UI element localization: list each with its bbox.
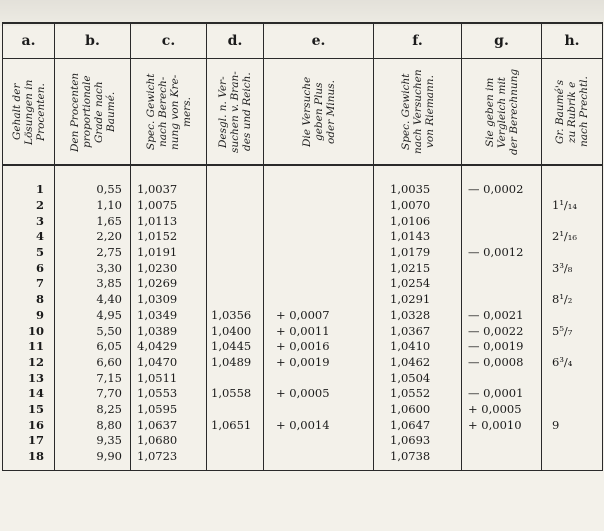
cell-a: 2	[3, 198, 55, 214]
column-heading: Spec. Gewicht nach Versuchen von Riemann.	[399, 69, 436, 154]
cell-c: 1,0113	[131, 213, 207, 229]
cell-d	[207, 276, 264, 292]
cell-h: 9	[542, 417, 603, 433]
cell-h: 2¹/₁₆	[542, 229, 603, 245]
cell-a: 1	[3, 182, 55, 198]
cell-c: 1,0723	[131, 449, 207, 465]
table-row	[3, 386, 603, 402]
cell-c: 1,0680	[131, 433, 207, 449]
table-row	[3, 245, 603, 261]
column-letter: c.	[131, 23, 207, 59]
cell-g: — 0,0012	[462, 245, 542, 261]
cell-f: 1,0647	[374, 417, 462, 433]
cell-d	[207, 182, 264, 198]
cell-c: 1,0389	[131, 323, 207, 339]
cell-e	[264, 276, 374, 292]
cell-a: 14	[3, 386, 55, 402]
column-letter: e.	[264, 23, 374, 59]
cell-a: 18	[3, 449, 55, 465]
table-row	[3, 370, 603, 386]
cell-e	[264, 433, 374, 449]
cell-c: 1,0511	[131, 370, 207, 386]
column-letter: b.	[55, 23, 131, 59]
cell-b: 8,25	[55, 402, 131, 418]
cell-h	[542, 402, 603, 418]
cell-g: — 0,0001	[462, 386, 542, 402]
cell-b: 7,70	[55, 386, 131, 402]
cell-f: 1,0035	[374, 182, 462, 198]
cell-a: 7	[3, 276, 55, 292]
cell-h	[542, 213, 603, 229]
column-heading: Gr. Baumé's zu Rubrik e nach Prechtl.	[554, 76, 590, 147]
cell-b: 9,35	[55, 433, 131, 449]
cell-b: 0,55	[55, 182, 131, 198]
cell-e	[264, 213, 374, 229]
cell-h: 5⁵/₇	[542, 323, 603, 339]
cell-c: 1,0037	[131, 182, 207, 198]
cell-b: 5,50	[55, 323, 131, 339]
cell-d	[207, 433, 264, 449]
cell-f: 1,0254	[374, 276, 462, 292]
cell-g	[462, 198, 542, 214]
cell-e: + 0,0019	[264, 355, 374, 371]
cell-f: 1,0462	[374, 355, 462, 371]
table-row	[3, 449, 603, 465]
cell-d	[207, 402, 264, 418]
cell-e: + 0,0007	[264, 308, 374, 324]
cell-f: 1,0070	[374, 198, 462, 214]
cell-h	[542, 386, 603, 402]
cell-b: 9,90	[55, 449, 131, 465]
cell-f: 1,0504	[374, 370, 462, 386]
table-row	[3, 417, 603, 433]
cell-b: 4,95	[55, 308, 131, 324]
cell-g: — 0,0002	[462, 182, 542, 198]
cell-f: 1,0367	[374, 323, 462, 339]
cell-f: 1,0106	[374, 213, 462, 229]
cell-d	[207, 449, 264, 465]
cell-a: 10	[3, 323, 55, 339]
column-heading: Spec. Gewicht nach Berech- nung von Kre- mers.	[144, 73, 193, 150]
column-letter: f.	[374, 23, 462, 59]
cell-c: 4,0429	[131, 339, 207, 355]
cell-d	[207, 245, 264, 261]
cell-g: — 0,0021	[462, 308, 542, 324]
column-heading: Gehalt der Lösungen in Procenten.	[10, 78, 47, 145]
cell-e	[264, 198, 374, 214]
table-row	[3, 213, 603, 229]
cell-g	[462, 370, 542, 386]
column-heading-row	[3, 59, 603, 166]
cell-f: 1,0328	[374, 308, 462, 324]
table-row	[3, 402, 603, 418]
cell-e	[264, 260, 374, 276]
cell-e: + 0,0014	[264, 417, 374, 433]
cell-c: 1,0470	[131, 355, 207, 371]
cell-b: 6,60	[55, 355, 131, 371]
cell-c: 1,0075	[131, 198, 207, 214]
cell-d: 1,0445	[207, 339, 264, 355]
cell-a: 5	[3, 245, 55, 261]
cell-a: 12	[3, 355, 55, 371]
cell-b: 4,40	[55, 292, 131, 308]
cell-f: 1,0143	[374, 229, 462, 245]
cell-d	[207, 370, 264, 386]
table-row	[3, 433, 603, 449]
cell-g: — 0,0019	[462, 339, 542, 355]
column-letter-row	[3, 23, 603, 59]
cell-e	[264, 229, 374, 245]
cell-f: 1,0410	[374, 339, 462, 355]
cell-h: 3³/₈	[542, 260, 603, 276]
column-letter: a.	[3, 23, 55, 59]
cell-d: 1,0651	[207, 417, 264, 433]
cell-a: 3	[3, 213, 55, 229]
cell-g	[462, 433, 542, 449]
column-heading: Sie geben im Vergleich mit der Berechnung	[483, 68, 520, 155]
cell-b: 1,10	[55, 198, 131, 214]
cell-c: 1,0152	[131, 229, 207, 245]
table-row	[3, 355, 603, 371]
column-letter: h.	[542, 23, 603, 59]
cell-a: 13	[3, 370, 55, 386]
cell-d	[207, 198, 264, 214]
cell-g: — 0,0022	[462, 323, 542, 339]
cell-b: 2,20	[55, 229, 131, 245]
table-row	[3, 323, 603, 339]
spacer-row	[3, 165, 603, 182]
cell-g	[462, 260, 542, 276]
cell-f: 1,0291	[374, 292, 462, 308]
cell-c: 1,0269	[131, 276, 207, 292]
cell-a: 6	[3, 260, 55, 276]
cell-d	[207, 229, 264, 245]
cell-c: 1,0553	[131, 386, 207, 402]
cell-g	[462, 229, 542, 245]
cell-g	[462, 449, 542, 465]
cell-e: + 0,0005	[264, 386, 374, 402]
cell-h	[542, 182, 603, 198]
column-heading: Desgl. n. Ver- suchen v. Bran- des und Reich.	[217, 70, 253, 153]
cell-g	[462, 276, 542, 292]
cell-d: 1,0356	[207, 308, 264, 324]
cell-h	[542, 276, 603, 292]
cell-c: 1,0230	[131, 260, 207, 276]
closing-row	[3, 464, 603, 471]
cell-f: 1,0600	[374, 402, 462, 418]
table-row	[3, 276, 603, 292]
table-row	[3, 198, 603, 214]
cell-h: 1¹/₁₄	[542, 198, 603, 214]
cell-g: — 0,0008	[462, 355, 542, 371]
cell-d: 1,0558	[207, 386, 264, 402]
cell-c: 1,0637	[131, 417, 207, 433]
cell-a: 15	[3, 402, 55, 418]
cell-e	[264, 182, 374, 198]
table-row	[3, 308, 603, 324]
table-row	[3, 229, 603, 245]
cell-d	[207, 213, 264, 229]
table-body	[3, 182, 603, 464]
table-row	[3, 260, 603, 276]
cell-g: + 0,0010	[462, 417, 542, 433]
cell-b: 6,05	[55, 339, 131, 355]
cell-c: 1,0349	[131, 308, 207, 324]
cell-f: 1,0179	[374, 245, 462, 261]
cell-c: 1,0309	[131, 292, 207, 308]
cell-h	[542, 370, 603, 386]
cell-b: 7,15	[55, 370, 131, 386]
cell-f: 1,0693	[374, 433, 462, 449]
cell-a: 4	[3, 229, 55, 245]
cell-h	[542, 449, 603, 465]
cell-a: 11	[3, 339, 55, 355]
cell-h: 6³/₄	[542, 355, 603, 371]
column-heading: Die Versuche geben Plus oder Minus.	[300, 76, 337, 147]
column-letter: d.	[207, 23, 264, 59]
cell-f: 1,0738	[374, 449, 462, 465]
cell-b: 1,65	[55, 213, 131, 229]
cell-h	[542, 245, 603, 261]
cell-e	[264, 370, 374, 386]
cell-d	[207, 292, 264, 308]
cell-a: 8	[3, 292, 55, 308]
table-row	[3, 292, 603, 308]
cell-f: 1,0215	[374, 260, 462, 276]
cell-a: 16	[3, 417, 55, 433]
cell-h	[542, 339, 603, 355]
cell-e: + 0,0016	[264, 339, 374, 355]
cell-e: + 0,0011	[264, 323, 374, 339]
cell-a: 17	[3, 433, 55, 449]
cell-c: 1,0595	[131, 402, 207, 418]
cell-g: + 0,0005	[462, 402, 542, 418]
column-letter: g.	[462, 23, 542, 59]
cell-e	[264, 292, 374, 308]
cell-h	[542, 308, 603, 324]
cell-a: 9	[3, 308, 55, 324]
cell-g	[462, 292, 542, 308]
cell-f: 1,0552	[374, 386, 462, 402]
cell-g	[462, 213, 542, 229]
cell-h	[542, 433, 603, 449]
cell-c: 1,0191	[131, 245, 207, 261]
cell-h: 8¹/₂	[542, 292, 603, 308]
cell-e	[264, 402, 374, 418]
cell-b: 3,85	[55, 276, 131, 292]
cell-e	[264, 245, 374, 261]
cell-d	[207, 260, 264, 276]
column-heading: Den Procenten proportionale Grade nach Baumé.	[68, 71, 117, 152]
cell-d: 1,0489	[207, 355, 264, 371]
table-row	[3, 339, 603, 355]
cell-b: 8,80	[55, 417, 131, 433]
table-row	[3, 182, 603, 198]
cell-b: 2,75	[55, 245, 131, 261]
cell-b: 3,30	[55, 260, 131, 276]
cell-d: 1,0400	[207, 323, 264, 339]
specific-gravity-table	[2, 22, 603, 471]
cell-e	[264, 449, 374, 465]
